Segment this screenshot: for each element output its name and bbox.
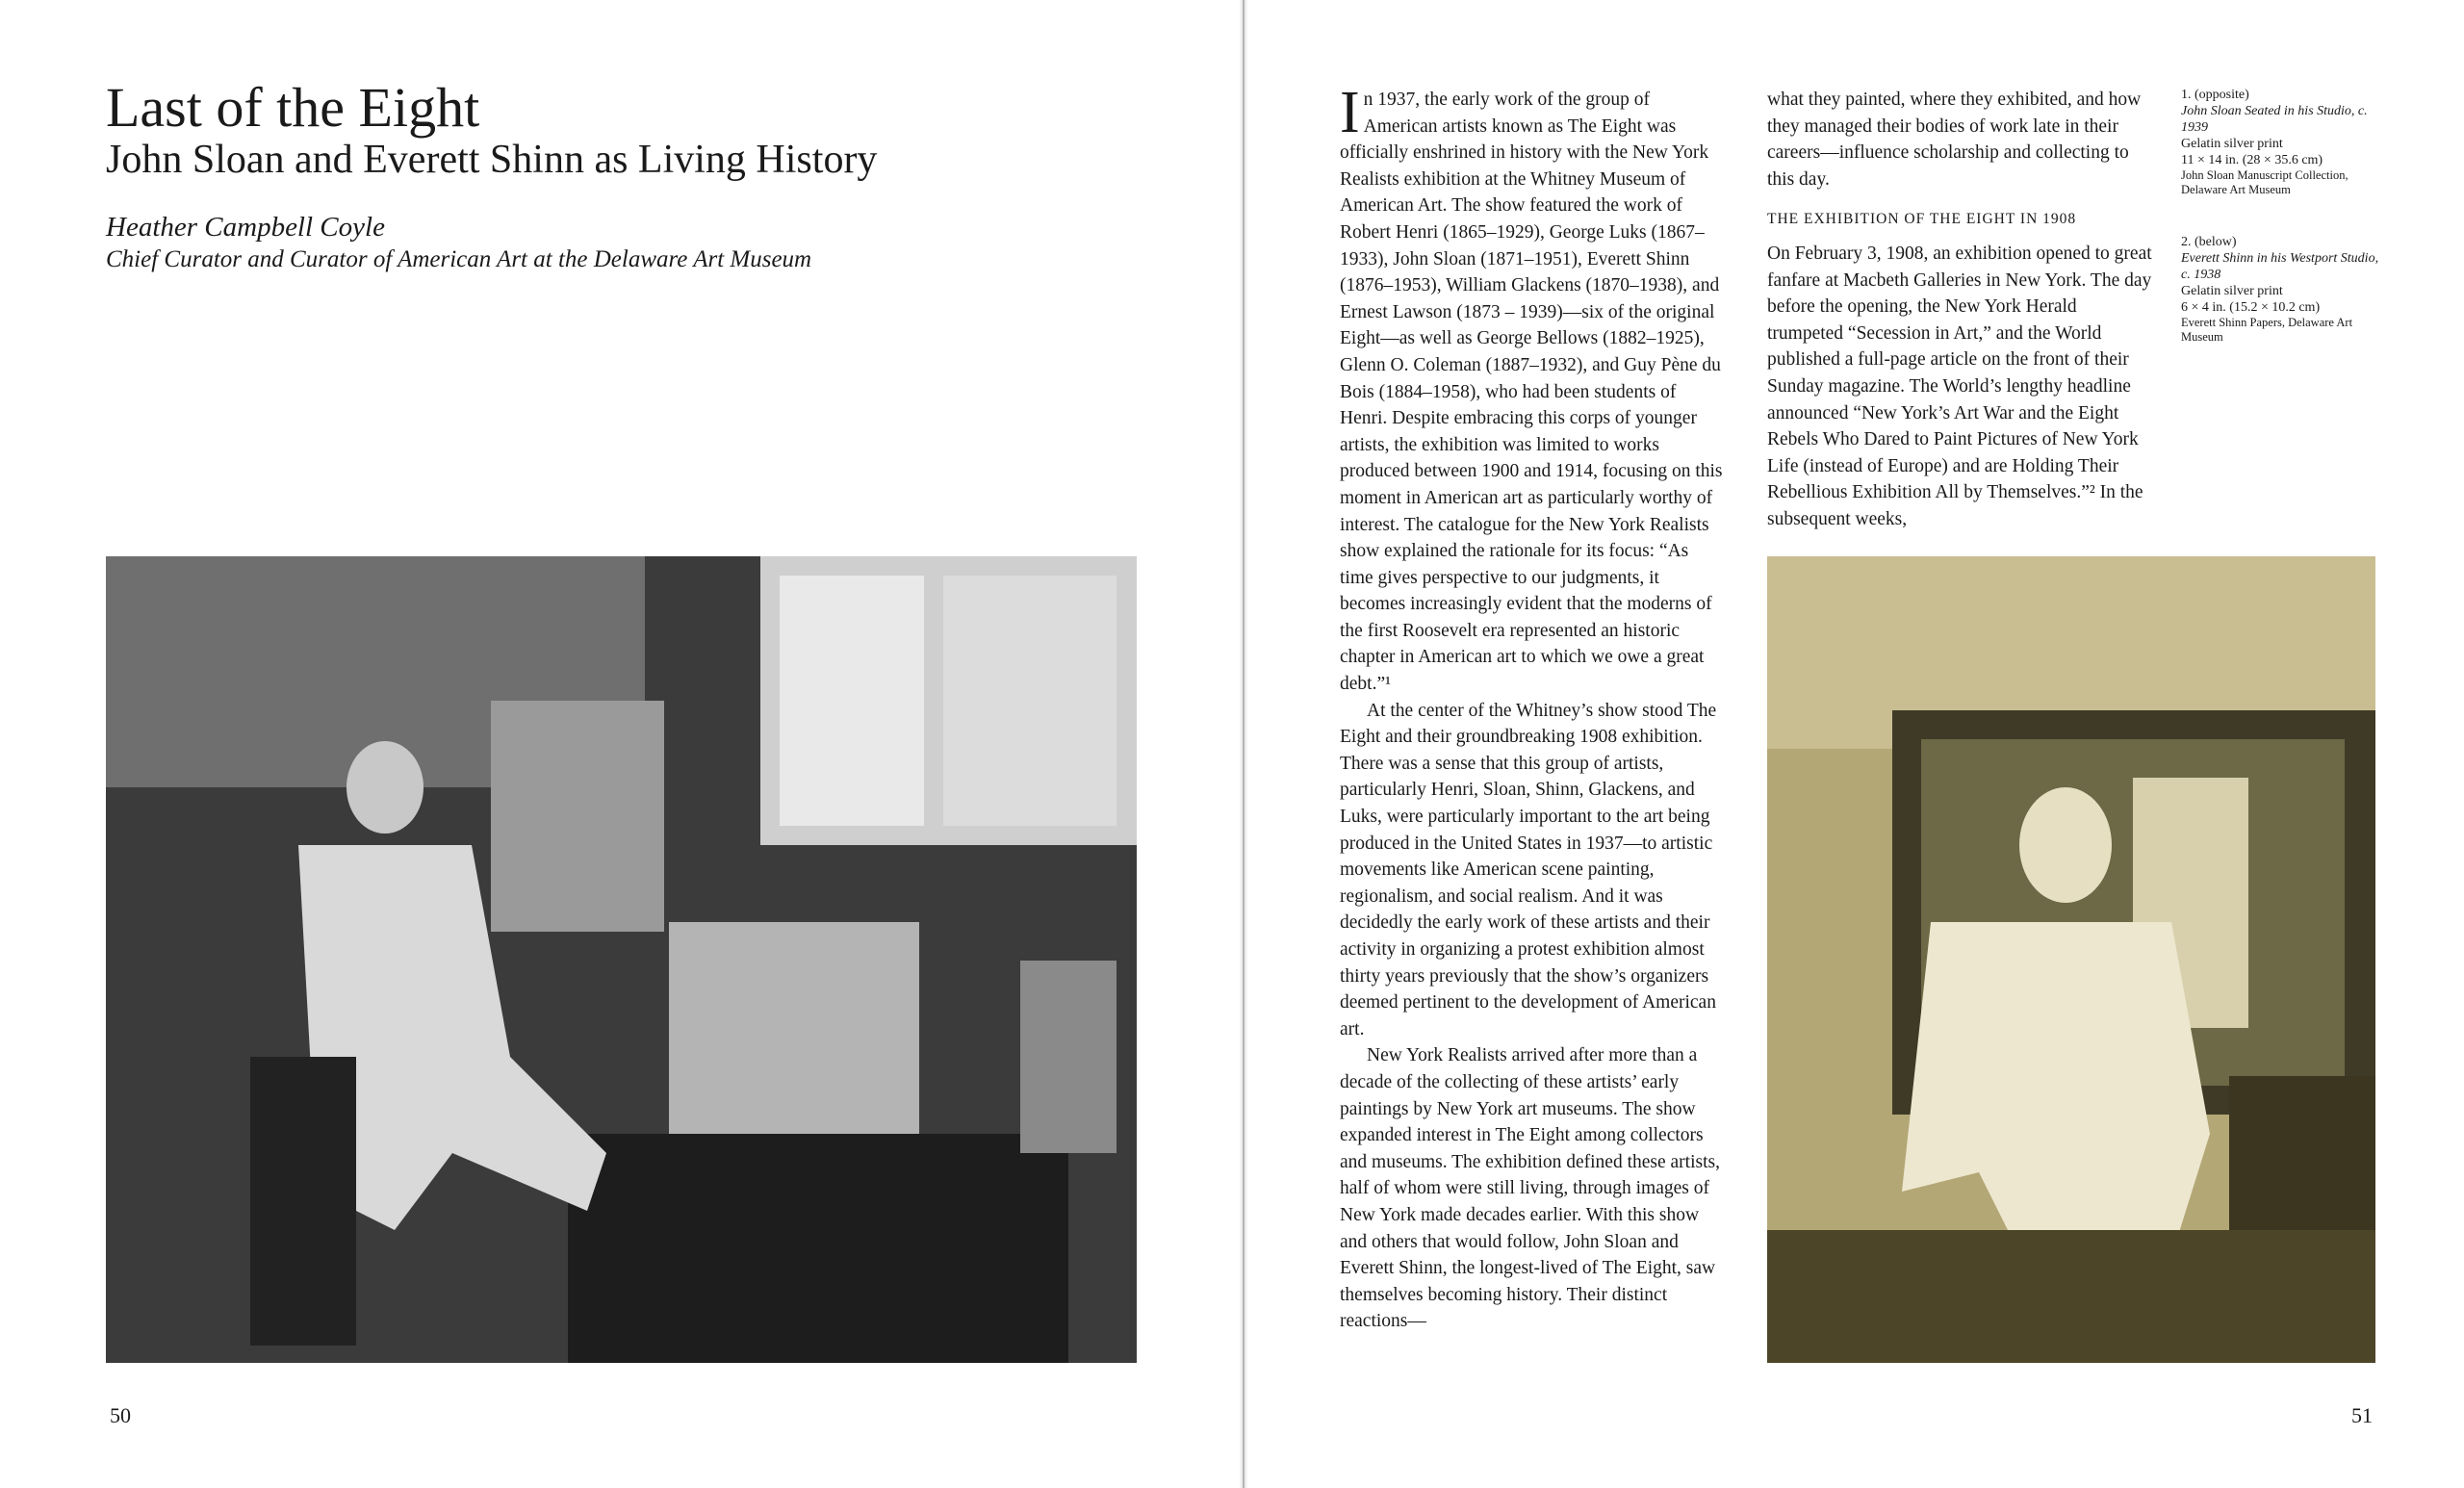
photo-shinn-placeholder-art xyxy=(1767,556,2375,1363)
page-number-right: 51 xyxy=(2351,1403,2373,1427)
caption-medium: Gelatin silver print xyxy=(2181,284,2283,298)
caption-figure-2 xyxy=(2181,234,2391,345)
caption-title: John Sloan Seated in his Studio, c. 1939 xyxy=(2181,104,2368,135)
paragraph-3: New York Realists arrived after more than a decade of the collecting of these artists’ early paintings by New York art museums. The show expanded interest in The Eight among collectors and museums. The exhibition defined these artists, half of whom were still living, through images of New York made decades earlier. With this show and others that would follow, John Sloan and Everett Shinn, the longest-lived of The Eight, saw themselves becoming history. Their distinct reactions— xyxy=(1340,1045,1720,1332)
caption-credit: John Sloan Manuscript Collection, Delaware Art Museum xyxy=(2181,168,2348,196)
paragraph-4: what they painted, where they exhibited, and how they managed their bodies of work late in their careers—influence scholarship and collecting to this day. xyxy=(1767,90,2142,190)
drop-cap: I xyxy=(1340,80,1360,145)
text-column-2 xyxy=(1767,87,2152,533)
caption-medium: Gelatin silver print xyxy=(2181,137,2283,151)
photo-everett-shinn-studio xyxy=(1767,556,2375,1363)
caption-label: 2. (below) xyxy=(2181,235,2237,249)
paragraph-1-text: n 1937, the early work of the group of American artists known as The Eight was officially enshrined in history with the New York Realists exhibition at the Whitney Museum of American Art. The show featured the work of Robert Henri (1865–1929), George Luks (1867–1933), John Sloan (1871–1951), Everett Shinn (1876–1953), William Glackens (1870–1938), and Ernest Lawson (1873 – 1939)—six of the original Eight—as well as George Bellows (1882–1925), Glenn O. Coleman (1887–1932), and Guy Pène du Bois (1884–1958), who had been students of Henri. Despite embracing this corps of younger artists, the exhibition was limited to works produced between 1900 and 1914, focusing on this moment in American art as particularly worthy of interest. The catalogue for the New York Realists show explained the rationale for its focus: “As time gives perspective to our judgments, it becomes increasingly evident that the moderns of the first Roosevelt era represented an historic chapter in American art to which we owe a great debt.”¹ xyxy=(1340,90,1723,695)
photo-sloan-placeholder-art xyxy=(106,556,1137,1363)
paragraph-1 xyxy=(1340,80,1725,698)
article-subtitle: John Sloan and Everett Shinn as Living History xyxy=(106,138,878,182)
author-affiliation: Chief Curator and Curator of American Art at the Delaware Art Museum xyxy=(106,246,812,272)
text-column-1 xyxy=(1340,80,1725,1335)
paragraph-2: At the center of the Whitney’s show stood The Eight and their groundbreaking 1908 exhibition. There was a sense that this group of artists, particularly Henri, Sloan, Shinn, Glackens, and Luks, were particularly important to the art being produced in the United States in 1937—to artistic movements like American scene painting, regionalism, and social realism. And it was decidedly the early work of these artists and their activity in organizing a protest exhibition almost thirty years previously that the show’s organizers deemed pertinent to the development of American art. xyxy=(1340,700,1717,1039)
author-name: Heather Campbell Coyle xyxy=(106,212,385,243)
page-number-left: 50 xyxy=(110,1403,131,1427)
paragraph-5: On February 3, 1908, an exhibition opened to great fanfare at Macbeth Galleries in New York. The day before the opening, the New York Herald trumpeted “Secession in Art,” and the World published a full-page article on the front of their Sunday magazine. The World’s lengthy headline announced “New York’s Art War and the Eight Rebels Who Dared to Paint Pictures of New York Life (instead of Europe) and are Holding Their Rebellious Exhibition All by Themselves.”² In the subsequent weeks, xyxy=(1767,243,2152,529)
section-heading: THE EXHIBITION OF THE EIGHT IN 1908 xyxy=(1767,211,2077,228)
article-title: Last of the Eight xyxy=(106,76,480,139)
caption-label: 1. (opposite) xyxy=(2181,88,2249,102)
caption-dimensions: 11 × 14 in. (28 × 35.6 cm) xyxy=(2181,153,2323,167)
caption-credit: Everett Shinn Papers, Delaware Art Museum xyxy=(2181,316,2353,344)
book-gutter xyxy=(1240,0,1247,1488)
caption-title: Everett Shinn in his Westport Studio, c. 1938 xyxy=(2181,251,2379,282)
photo-john-sloan-studio xyxy=(106,556,1137,1363)
caption-figure-1 xyxy=(2181,87,2391,197)
caption-dimensions: 6 × 4 in. (15.2 × 10.2 cm) xyxy=(2181,300,2321,315)
